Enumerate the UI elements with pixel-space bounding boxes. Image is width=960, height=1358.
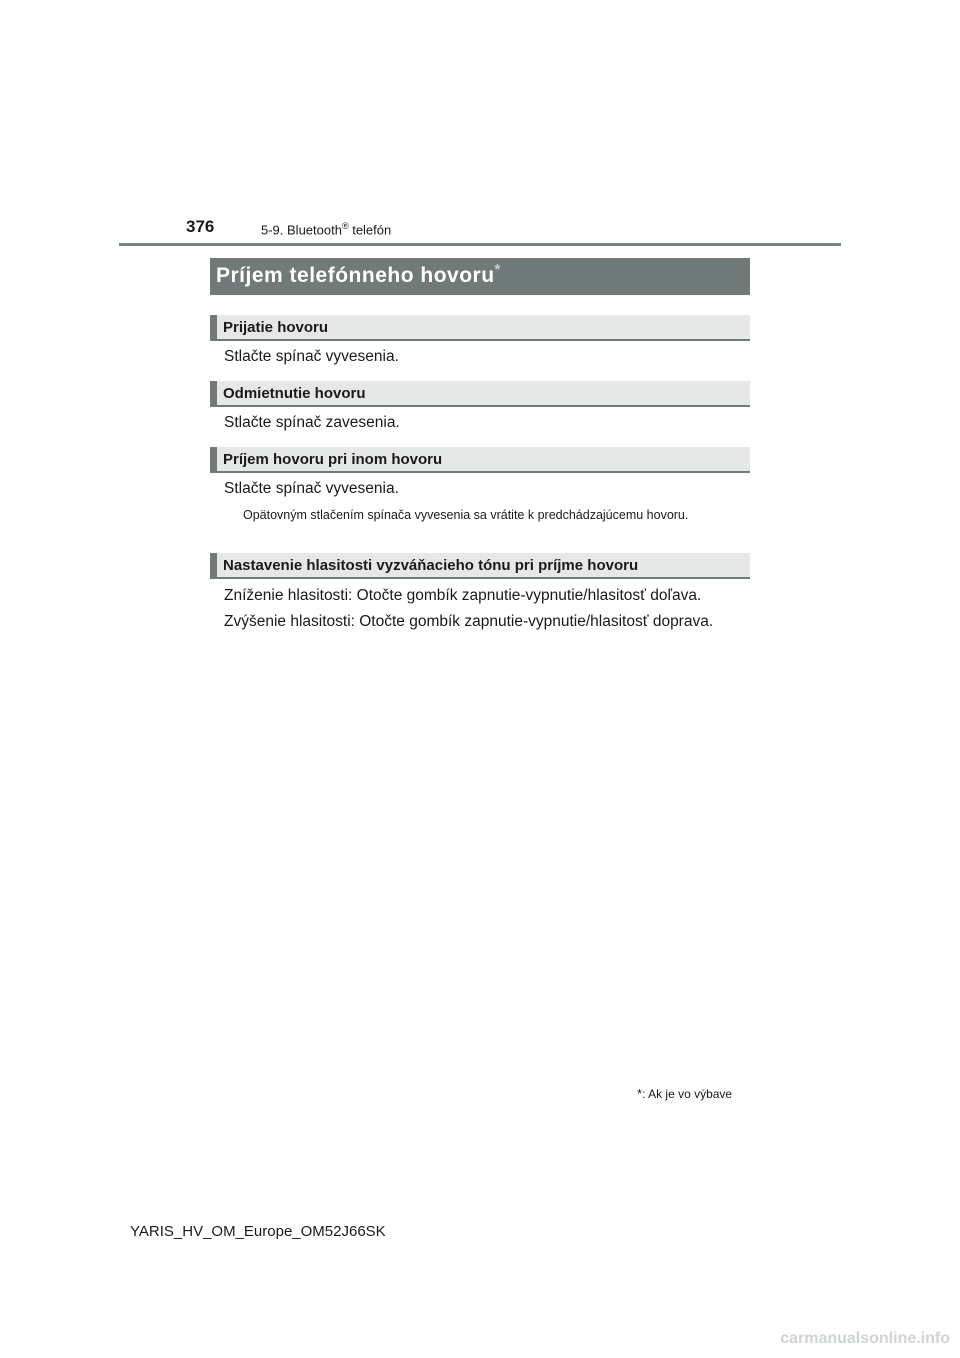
subheading-answer-call: Prijatie hovoru	[210, 315, 750, 341]
subheading-ringtone-volume: Nastavenie hlasitosti vyzváňacieho tónu pri príjme hovoru	[210, 553, 750, 579]
note-call-waiting: Opätovným stlačením spínača vyvesenia sa vrátite k predchádzajúcemu hovoru.	[243, 508, 689, 522]
optional-equipment-star: *	[494, 261, 501, 278]
instruction-answer: Stlačte spínač vyvesenia.	[224, 348, 399, 365]
instruction-reject: Stlačte spínač zavesenia.	[224, 414, 400, 431]
document-code: YARIS_HV_OM_Europe_OM52J66SK	[130, 1223, 386, 1240]
watermark: carmanualsonline.info	[780, 1330, 950, 1347]
header-divider	[119, 243, 841, 246]
instruction-call-waiting: Stlačte spínač vyvesenia.	[224, 480, 399, 497]
instruction-volume-down: Zníženie hlasitosti: Otočte gombík zapnutie-vypnutie/hlasitosť doľava.	[224, 587, 702, 604]
page-number: 376	[186, 217, 215, 236]
section-label: 5-9. Bluetooth® telefón	[261, 221, 392, 238]
page-title: Príjem telefónneho hovoru*	[210, 258, 750, 295]
subheading-reject-call: Odmietnutie hovoru	[210, 381, 750, 407]
footnote: *: Ak je vo výbave	[637, 1086, 733, 1101]
subheading-call-waiting: Príjem hovoru pri inom hovoru	[210, 447, 750, 473]
instruction-volume-up: Zvýšenie hlasitosti: Otočte gombík zapnutie-vypnutie/hlasitosť doprava.	[224, 613, 714, 630]
